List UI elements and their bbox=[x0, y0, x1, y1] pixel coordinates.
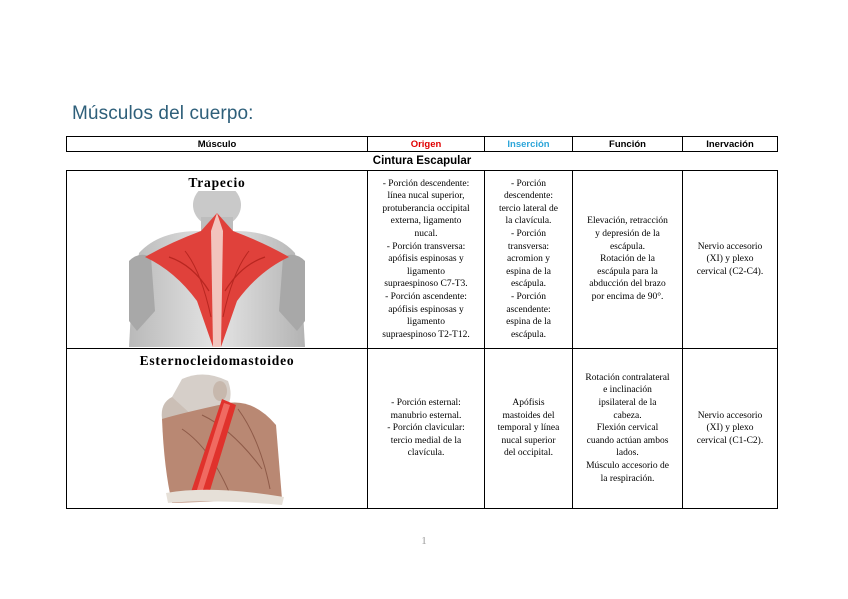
insercion-line: transversa: bbox=[507, 241, 550, 252]
origen-line: protuberancia occipital bbox=[382, 203, 470, 214]
insercion-line: escápula. bbox=[510, 279, 547, 290]
funcion-line: Rotación contralateral bbox=[585, 372, 670, 383]
funcion-line: la respiración. bbox=[600, 473, 655, 484]
inervacion-cell bbox=[683, 171, 778, 349]
inervacion-line: (XI) y plexo bbox=[706, 423, 754, 434]
funcion-line: cuando actúan ambos bbox=[586, 435, 669, 446]
sternocleidomastoid-illustration bbox=[142, 369, 292, 507]
insercion-line: acromion y bbox=[506, 254, 550, 265]
origen-line: externa, ligamento bbox=[390, 216, 462, 227]
funcion-line: lados. bbox=[616, 448, 639, 459]
origen-line: nucal. bbox=[414, 229, 438, 240]
funcion-line: por encima de 90°. bbox=[591, 291, 664, 302]
insercion-line: - Porción bbox=[510, 178, 547, 189]
insercion-line: tercio lateral de bbox=[498, 203, 559, 214]
origen-cell bbox=[368, 171, 485, 349]
table-row bbox=[67, 349, 778, 509]
origen-line: - Porción descendente: bbox=[382, 178, 470, 189]
insercion-line: espina de la bbox=[506, 266, 551, 277]
muscle-name: Esternocleidomastoideo bbox=[139, 352, 295, 368]
insercion-line: temporal y línea bbox=[497, 423, 560, 434]
header-insercion: Inserción bbox=[485, 137, 573, 152]
funcion-line: abducción del brazo bbox=[589, 279, 666, 290]
page-number: 1 bbox=[421, 535, 427, 547]
funcion-line: Músculo accesorio de bbox=[586, 460, 669, 471]
inervacion-line: Nervio accesorio bbox=[697, 241, 763, 252]
insercion-line: Apófisis bbox=[512, 398, 545, 409]
origen-line: manubrio esternal. bbox=[390, 410, 462, 421]
inervacion-line: cervical (C1-C2). bbox=[696, 435, 764, 446]
origen-line: ligamento bbox=[407, 317, 445, 328]
origen-line: - Porción ascendente: bbox=[385, 291, 467, 302]
insercion-line: ascendente: bbox=[506, 304, 551, 315]
section-title: Cintura Escapular bbox=[67, 152, 778, 171]
origen-line: supraespinoso C7-T3. bbox=[384, 279, 468, 290]
origen-line: - Porción transversa: bbox=[386, 241, 466, 252]
funcion-line: escápula para la bbox=[597, 266, 658, 277]
muscle-name: Trapecio bbox=[188, 174, 246, 190]
insercion-line: escápula. bbox=[510, 329, 547, 340]
origen-line: clavícula. bbox=[407, 448, 445, 459]
funcion-line: Rotación de la bbox=[600, 254, 655, 265]
insercion-line: la clavícula. bbox=[505, 216, 552, 227]
insercion-line: mastoides del bbox=[502, 410, 555, 421]
funcion-line: Elevación, retracción bbox=[587, 216, 668, 227]
muscle-cell bbox=[67, 349, 368, 509]
header-origen: Origen bbox=[368, 137, 485, 152]
insercion-cell bbox=[485, 171, 573, 349]
inervacion-cell bbox=[683, 349, 778, 509]
origen-line: supraespinoso T2-T12. bbox=[382, 329, 470, 340]
table-row bbox=[67, 171, 778, 349]
funcion-line: ipsilateral de la bbox=[598, 398, 657, 409]
origen-line: apófisis espinosas y bbox=[388, 304, 464, 315]
origen-line: apófisis espinosas y bbox=[388, 254, 464, 265]
funcion-line: cabeza. bbox=[613, 410, 642, 421]
origen-line: tercio medial de la bbox=[390, 435, 462, 446]
header-musculo: Músculo bbox=[67, 137, 368, 152]
funcion-line: y depresión de la bbox=[595, 229, 660, 240]
origen-cell bbox=[368, 349, 485, 509]
funcion-cell bbox=[573, 349, 683, 509]
origen-line: ligamento bbox=[407, 266, 445, 277]
funcion-cell bbox=[573, 171, 683, 349]
page-title: Músculos del cuerpo: bbox=[72, 103, 254, 124]
origen-line: - Porción clavicular: bbox=[387, 423, 465, 434]
insercion-cell bbox=[485, 349, 573, 509]
insercion-line: descendente: bbox=[503, 191, 554, 202]
header-funcion: Función bbox=[573, 137, 683, 152]
funcion-line: escápula. bbox=[609, 241, 646, 252]
insercion-line: del occipital. bbox=[503, 448, 554, 459]
inervacion-line: (XI) y plexo bbox=[706, 254, 754, 265]
header-inervacion: Inervación bbox=[683, 137, 778, 152]
insercion-line: nucal superior bbox=[501, 435, 556, 446]
origen-line: - Porción esternal: bbox=[391, 398, 461, 409]
inervacion-line: cervical (C2-C4). bbox=[696, 266, 764, 277]
insercion-line: espina de la bbox=[506, 317, 551, 328]
trapezius-illustration bbox=[129, 191, 305, 347]
funcion-line: Flexión cervical bbox=[596, 423, 659, 434]
funcion-line: e inclinación bbox=[603, 385, 652, 396]
muscle-cell bbox=[67, 171, 368, 349]
insercion-line: - Porción bbox=[510, 291, 547, 302]
muscles-table bbox=[66, 136, 778, 509]
origen-line: línea nucal superior, bbox=[387, 191, 465, 202]
inervacion-line: Nervio accesorio bbox=[697, 410, 763, 421]
insercion-line: - Porción bbox=[510, 229, 547, 240]
